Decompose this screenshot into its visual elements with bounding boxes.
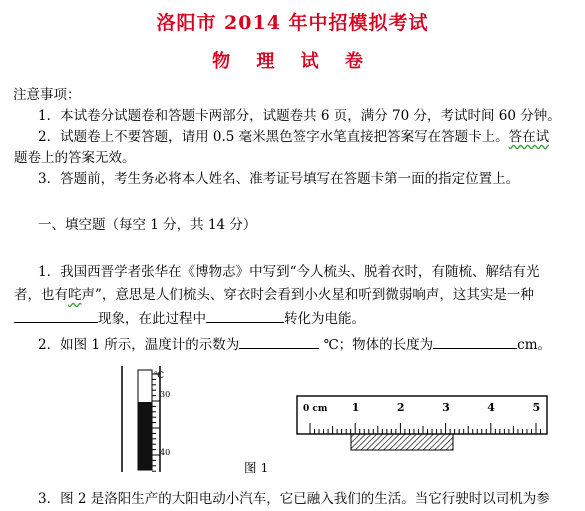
- ruler-label: 1: [351, 401, 360, 414]
- exam-subtitle: 物 理 试 卷: [212, 51, 373, 72]
- q3-text: 3．图 2 是洛阳生产的大阳电动小汽车，它已融入我们的生活。当它行驶时以司机为参: [38, 491, 550, 507]
- notice-item-3: 3．答题前，考生务必将本人姓名、准考证号填写在答题卡第一面的指定位置上。: [38, 171, 520, 187]
- q2-blank-2[interactable]: [433, 336, 517, 349]
- notice-item-2-text: 2．试题卷上不要答题，请用 0.5 毫米黑色签字水笔直接把答案写在答题卡上。: [38, 129, 509, 145]
- q1-blank-1[interactable]: [14, 310, 98, 323]
- q1-blank-2[interactable]: [206, 310, 284, 323]
- q2-blank-1[interactable]: [239, 336, 319, 349]
- thermometer-ticks: [152, 374, 160, 471]
- q1-flagged-char: 咤: [68, 287, 82, 303]
- ruler-label: 2: [396, 401, 405, 414]
- notice-item-2: [38, 125, 549, 145]
- q1-line-2-end: 声”，意思是人们梳头、穿衣时会看到小火星和听到微弱响声，这其实是一种: [81, 287, 534, 303]
- ruler-label: 0 cm: [303, 404, 328, 414]
- notice-item-2-cont: 题卷上的答案无效。: [14, 150, 136, 166]
- q2-text-c: cm。: [517, 337, 552, 353]
- q1-line-3-mid: 现象，在此过程中: [98, 311, 206, 327]
- notice-heading: 注意事项：: [13, 87, 81, 103]
- q2-text-a: 2．如图 1 所示，温度计的示数为: [38, 337, 240, 353]
- thermometer-unit: ℃: [154, 371, 165, 381]
- q1-line-3-end: 转化为电能。: [284, 311, 365, 327]
- ruler-label: 3: [442, 401, 450, 414]
- thermometer-figure: [110, 364, 190, 476]
- thermometer-label-30: 30: [160, 390, 171, 399]
- q1-line-2-start: 者，也有: [14, 287, 68, 303]
- ruler-figure: [296, 390, 551, 452]
- thermometer-liquid: [138, 402, 152, 470]
- q2-text: [38, 333, 551, 353]
- notice-item-2-flagged-text: 答在试: [508, 129, 550, 145]
- measured-block: [351, 434, 453, 450]
- q1-line-2: [14, 283, 534, 303]
- q1-line-1: 1．我国西晋学者张华在《博物志》中写到“今人梳头、脱着衣时，有随梳、解结有光: [38, 264, 540, 280]
- ruler-label: 4: [487, 401, 495, 414]
- figure-caption: 图 1: [244, 460, 269, 475]
- thermometer-label-40: 40: [160, 448, 171, 457]
- section-heading: 一、填空题（每空 1 分，共 14 分）: [38, 217, 257, 233]
- q1-line-3: [14, 307, 365, 327]
- ruler-label: 5: [532, 401, 541, 414]
- notice-item-1: 1．本试卷分试题卷和答题卡两部分，试题卷共 6 页，满分 70 分，考试时间 60 分钟。: [38, 108, 561, 124]
- exam-title: 洛阳市 2014 年中招模拟考试: [156, 12, 429, 34]
- q2-text-b: ℃；物体的长度为: [323, 337, 434, 353]
